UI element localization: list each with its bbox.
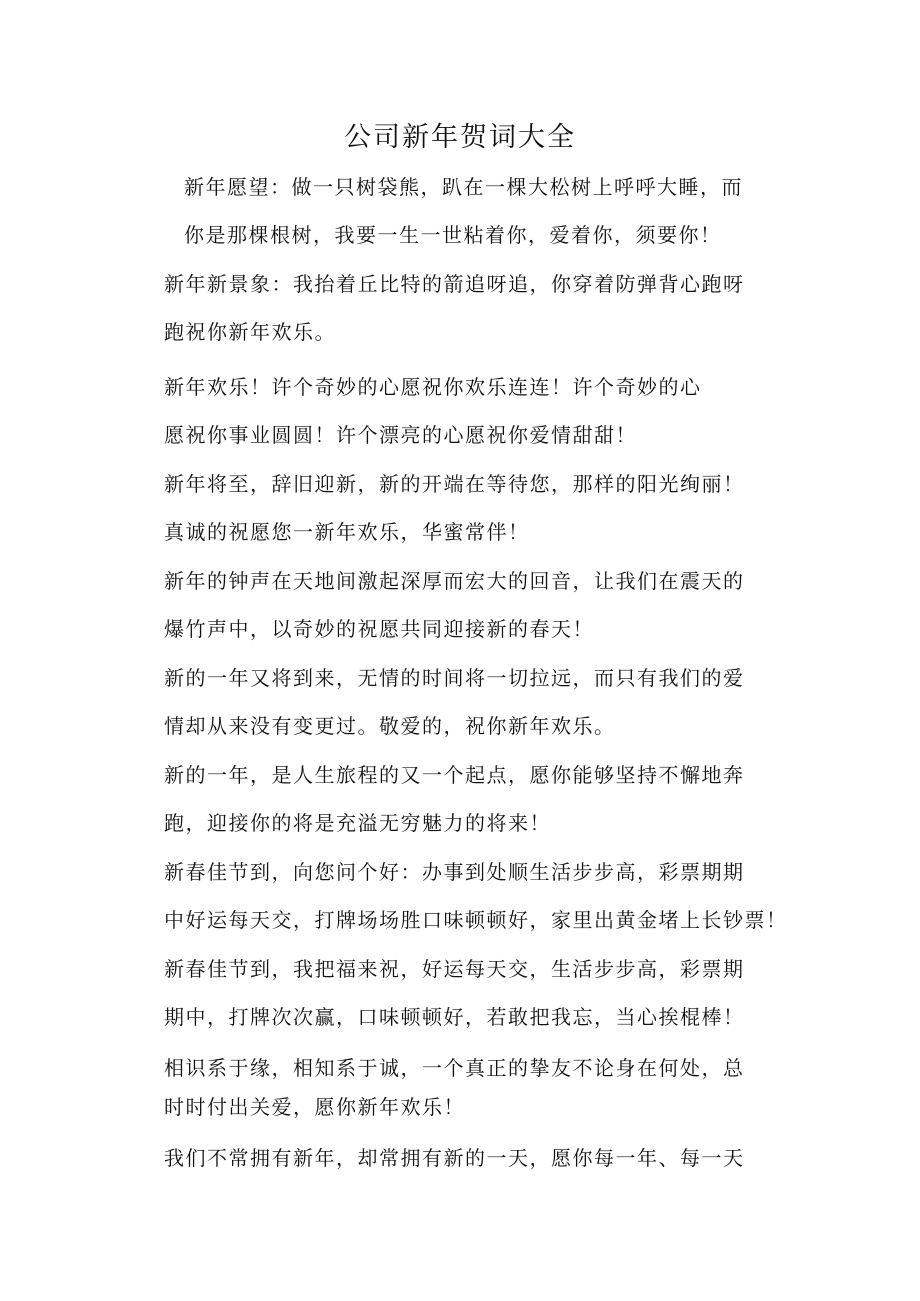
document-body	[138, 164, 788, 1183]
paragraph-line: 真诚的祝愿您一新年欢乐，华蜜常伴！	[164, 519, 530, 544]
paragraph-line: 新春佳节到，向您问个好：办事到处顺生活步步高，彩票期期	[164, 860, 745, 884]
paragraph-line: 新的一年，是人生旅程的又一个起点，愿你能够坚持不懈地奔	[164, 763, 745, 787]
paragraph-line: 新年的钟声在天地间激起深厚而宏大的回音，让我们在震天的	[164, 569, 745, 593]
paragraph-line: 新年新景象：我抬着丘比特的箭追呀追，你穿着防弹背心跑呀	[164, 272, 745, 296]
paragraph-11	[138, 1135, 788, 1183]
paragraph-8	[138, 849, 788, 944]
paragraph-line: 新年愿望：做一只树袋熊，趴在一棵大松树上呼呼大睡，而	[184, 175, 743, 199]
paragraph-5	[138, 558, 788, 653]
paragraph-line: 你是那棵根树，我要一生一世粘着你，爱着你，须要你！	[184, 222, 722, 247]
page-title: 公司新年贺词大全	[344, 122, 576, 153]
paragraph-line: 跑祝你新年欢乐。	[164, 319, 336, 344]
paragraph-line: 中好运每天交，打牌场场胜口味顿顿好，家里出黄金堵上长钞票！	[164, 907, 788, 932]
paragraph-line: 愿祝你事业圆圆！许个漂亮的心愿祝你爱情甜甜！	[164, 422, 637, 447]
paragraph-10	[138, 1049, 788, 1127]
paragraph-4	[138, 461, 788, 556]
paragraph-line: 新春佳节到，我把福来祝，好运每天交，生活步步高，彩票期	[164, 957, 745, 981]
paragraph-7	[138, 752, 788, 847]
paragraph-line: 我们不常拥有新年，却常拥有新的一天，愿你每一年、每一天	[164, 1146, 745, 1170]
paragraph-line: 新年将至，辞旧迎新，新的开端在等待您，那样的阳光绚丽！	[164, 472, 745, 496]
paragraph-9	[138, 946, 788, 1041]
paragraph-line: 相识系于缘，相知系于诚，一个真正的挚友不论身在何处，总	[164, 1056, 745, 1080]
paragraph-6	[138, 655, 788, 750]
paragraph-2	[138, 261, 788, 356]
paragraph-line: 新的一年又将到来，无情的时间将一切拉远，而只有我们的爱	[164, 666, 745, 690]
paragraph-3	[138, 364, 788, 459]
paragraph-line: 新年欢乐！许个奇妙的心愿祝你欢乐连连！许个奇妙的心	[164, 375, 702, 399]
paragraph-1	[138, 164, 788, 259]
paragraph-line: 爆竹声中，以奇妙的祝愿共同迎接新的春天！	[164, 616, 594, 641]
paragraph-line: 期中，打牌次次赢，口味顿顿好，若敢把我忘，当心挨棍棒！	[164, 1004, 745, 1029]
paragraph-line: 情却从来没有变更过。敬爱的，祝你新年欢乐。	[164, 713, 616, 738]
paragraph-line: 跑，迎接你的将是充溢无穷魅力的将来！	[164, 810, 551, 835]
paragraph-line: 时时付出关爱，愿你新年欢乐！	[164, 1095, 465, 1119]
